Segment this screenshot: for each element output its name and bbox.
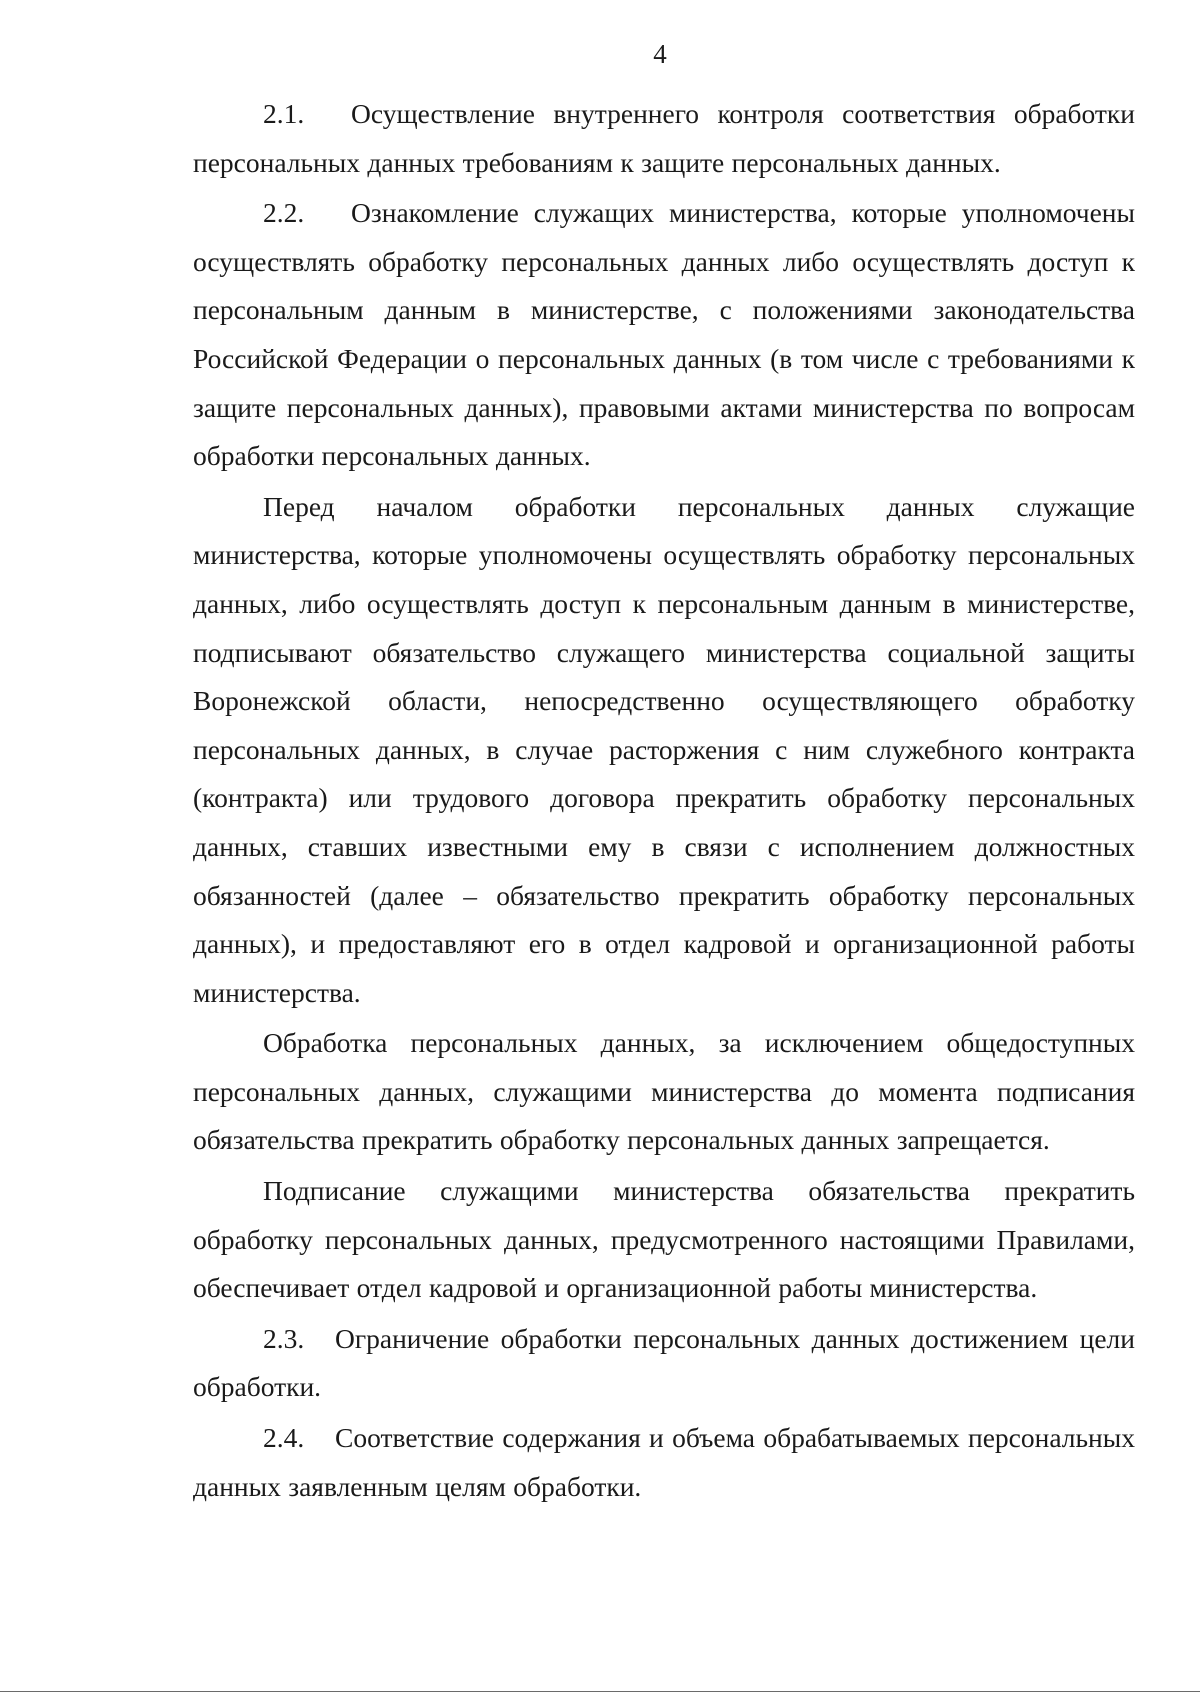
paragraph-text: Ограничение обработки персональных данных достижением цели обработки.: [193, 1322, 1135, 1403]
document-body: [193, 90, 1135, 1513]
paragraph-number: 2.2.: [263, 197, 305, 229]
paragraph-number: 2.1.: [263, 98, 305, 129]
paragraph-before-processing: Перед началом обработки персональных данных служащие министерства, которые уполномочены осуществлять обработку персональных данных, либо осуществлять доступ к персональным данным в министерстве, подписывают обязательство служащего министерства социальной защиты Воронежской области, непосредственно осуществляющего обработку персональных данных, в случае расторжения с ним служебного контракта (контракта) или трудового договора прекратить обработку персональных данных, ставших известными ему в связи с исполнением должностных обязанностей (далее – обязательство прекратить обработку персональных данных), и предоставляют его в отдел кадровой и организационной работы министерства.: [193, 490, 1135, 1008]
paragraph-text: Осуществление внутреннего контроля соответствия обработки персональных данных требованиям к защите персональных данных.: [193, 98, 1135, 178]
page-bottom-rule: [0, 1691, 1200, 1692]
paragraph-signing-obligation: Подписание служащими министерства обязательства прекратить обработку персональных данных, предусмотренного настоящими Правилами, обеспечивает отдел кадровой и организационной работы министерства.: [193, 1175, 1135, 1304]
paragraph-text: Ознакомление служащих министерства, которые уполномочены осуществлять обработку персональных данных либо осуществлять доступ к персональным данным в министерстве, с положениями законодательства Российской Федерации о персональных данных (в том числе с требованиями к защите персональных данных), правовыми актами министерства по вопросам обработки персональных данных.: [193, 197, 1135, 472]
paragraph-number: 2.3.: [263, 1322, 305, 1354]
paragraph-processing-prohibited: Обработка персональных данных, за исключением общедоступных персональных данных, служащими министерства до момента подписания обязательства прекратить обработку персональных данных запрещается.: [193, 1027, 1135, 1156]
paragraph-2-1: [193, 90, 1135, 187]
paragraph-2-4: [193, 1414, 1135, 1511]
paragraph-number: 2.4.: [263, 1422, 305, 1454]
paragraph-2-2: [193, 189, 1135, 481]
page-number: 4: [653, 39, 667, 69]
paragraph-text: Соответствие содержания и объема обрабатываемых персональных данных заявленным целям обработки.: [193, 1422, 1135, 1502]
paragraph-2-3: [193, 1315, 1135, 1412]
